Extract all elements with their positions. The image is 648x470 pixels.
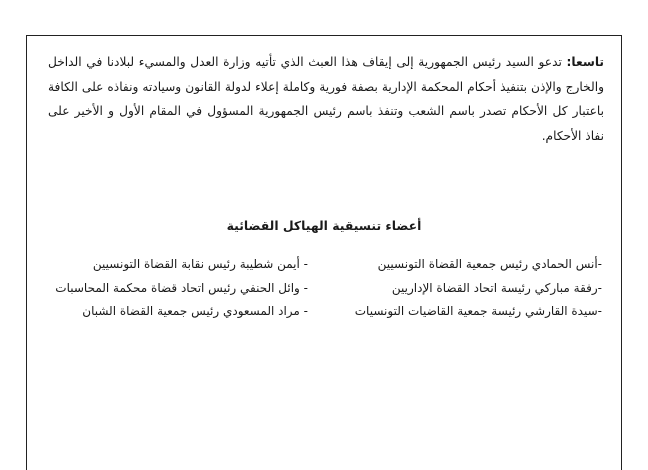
members-right-column: [322, 253, 602, 324]
paragraph-body: تدعو السيد رئيس الجمهورية إلى إيقاف هذا العبث الذي تأتيه وزارة العدل والمسيء لبلادنا في الداخل والخارج والإذن بتنفيذ أحكام المحكمة الإدارية بصفة فورية وكاملة إعلاء لدولة القانون وسيادته ونفاذه على الكافة باعتبار كل الأحكام تصدر باسم الشعب وتنفذ باسم رئيس الجمهورية المسؤول في المقام الأول و الأخير على نفاذ الأحكام.: [48, 55, 604, 143]
member-item: -أنس الحمادي رئيس جمعية القضاة التونسيين: [377, 257, 602, 271]
member-item: - مراد المسعودي رئيس جمعية القضاة الشبان: [82, 304, 308, 318]
member-item: - وائل الحنفي رئيس اتحاد قضاة محكمة المحاسبات: [55, 280, 308, 295]
section-title: أعضاء تنسيقية الهياكل القضائية: [226, 218, 422, 233]
members-left-column: [38, 253, 308, 324]
member-item: -رفقة مباركي رئيسة اتحاد القضاة الإداريين: [391, 280, 602, 295]
statement-paragraph: [48, 50, 604, 148]
member-item: - أيمن شطيبة رئيس نقابة القضاة التونسيين: [92, 257, 308, 271]
paragraph-lead: تاسعا:: [566, 55, 604, 69]
member-item: -سيدة القارشي رئيسة جمعية القاضيات التونسيات: [354, 304, 602, 318]
